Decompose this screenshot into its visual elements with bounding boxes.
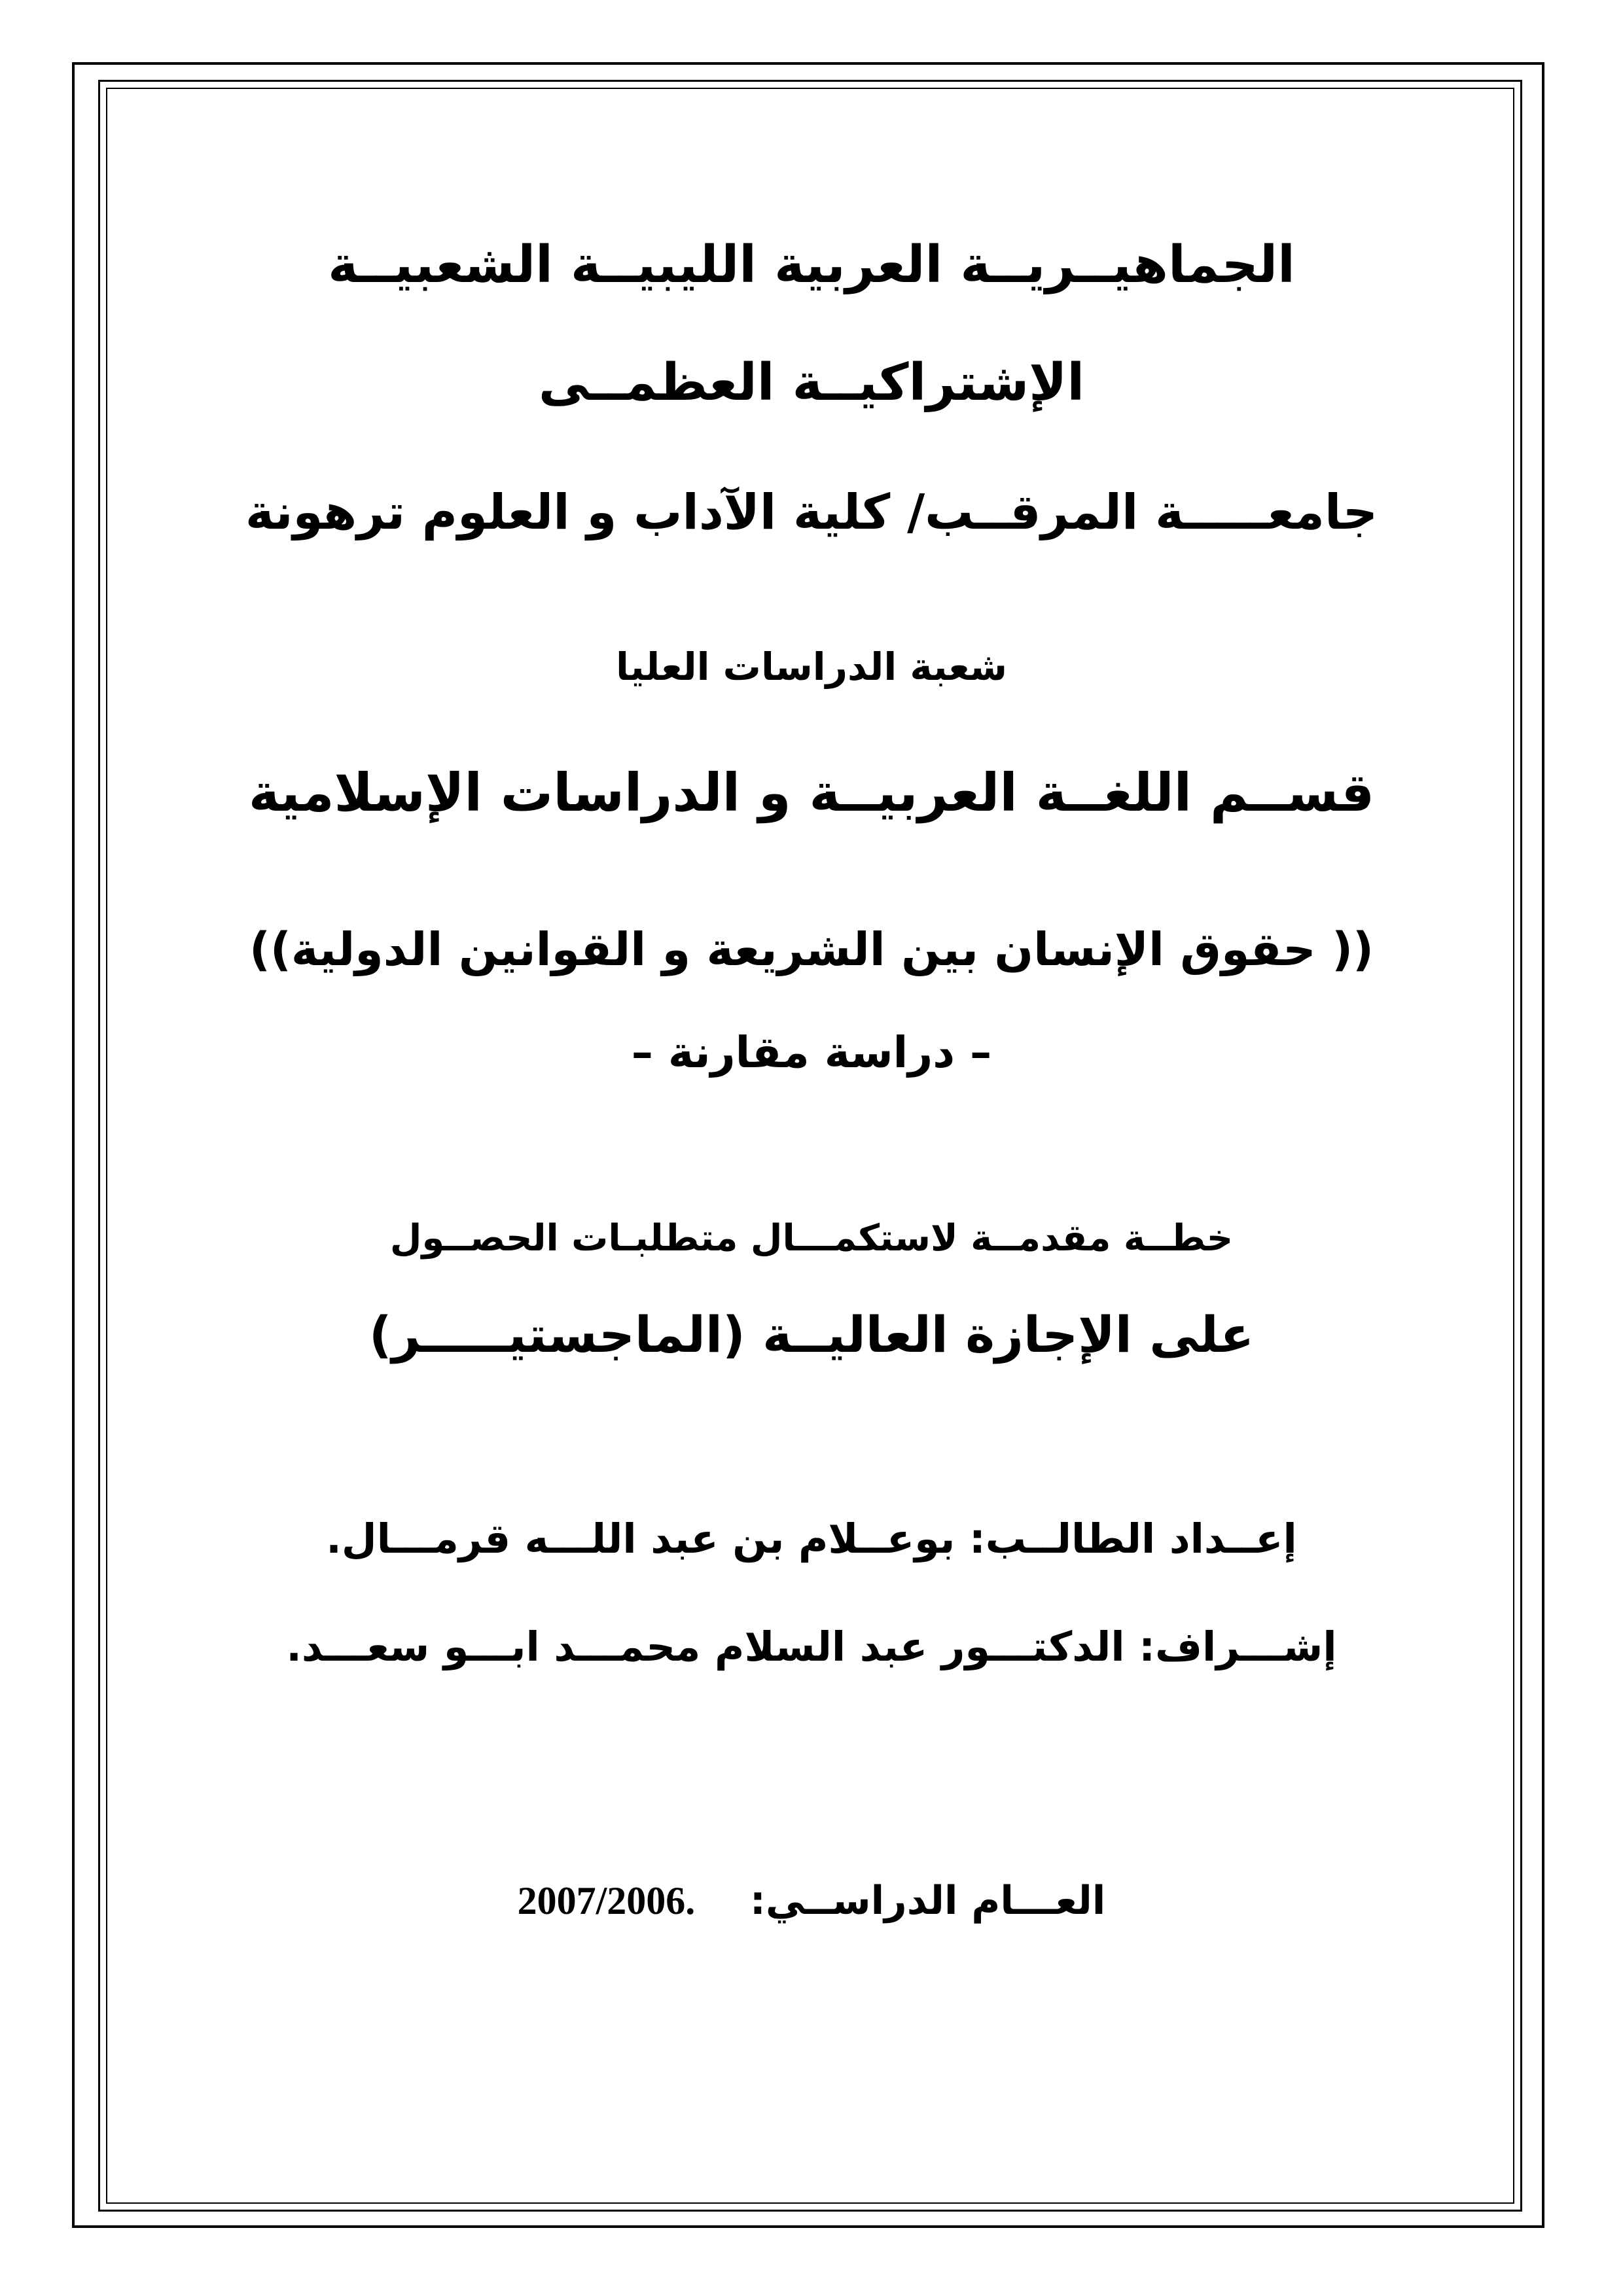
academic-year-label: العـــام الدراســي: bbox=[749, 1878, 1106, 1924]
thesis-subtitle: – دراسة مقارنة – bbox=[631, 1027, 992, 1078]
university-name: جامعـــــة المرقــب/ كلية الآداب و العلوم ترهونة bbox=[245, 484, 1378, 540]
academic-year bbox=[196, 1878, 1427, 1924]
department-name: قســم اللغــة العربيــة و الدراسات الإسلامية bbox=[248, 762, 1375, 823]
plan-description-line1: خطــة مقدمــة لاستكمـــال متطلبـات الحصــول bbox=[389, 1217, 1234, 1260]
division-name: شعبة الدراسات العليا bbox=[615, 645, 1008, 689]
academic-year-value: 2007/2006. bbox=[517, 1879, 696, 1922]
country-name-line1: الجماهيــريــة العربية الليبيــة الشعبيــة bbox=[328, 236, 1295, 294]
thesis-title: (( حقوق الإنسان بين الشريعة و القوانين الدولية)) bbox=[249, 923, 1374, 976]
student-name: إعــداد الطالــب: بوعــلام بن عبد اللـــه قرمـــال. bbox=[326, 1515, 1297, 1563]
country-name-line2: الإشتراكيــة العظمــى bbox=[538, 353, 1085, 412]
plan-description-line2: على الإجازة العاليــة (الماجستيـــــر) bbox=[368, 1305, 1255, 1364]
supervisor-name: إشـــراف: الدكتـــور عبد السلام محمـــد ابـــو سعـــد. bbox=[286, 1623, 1337, 1670]
